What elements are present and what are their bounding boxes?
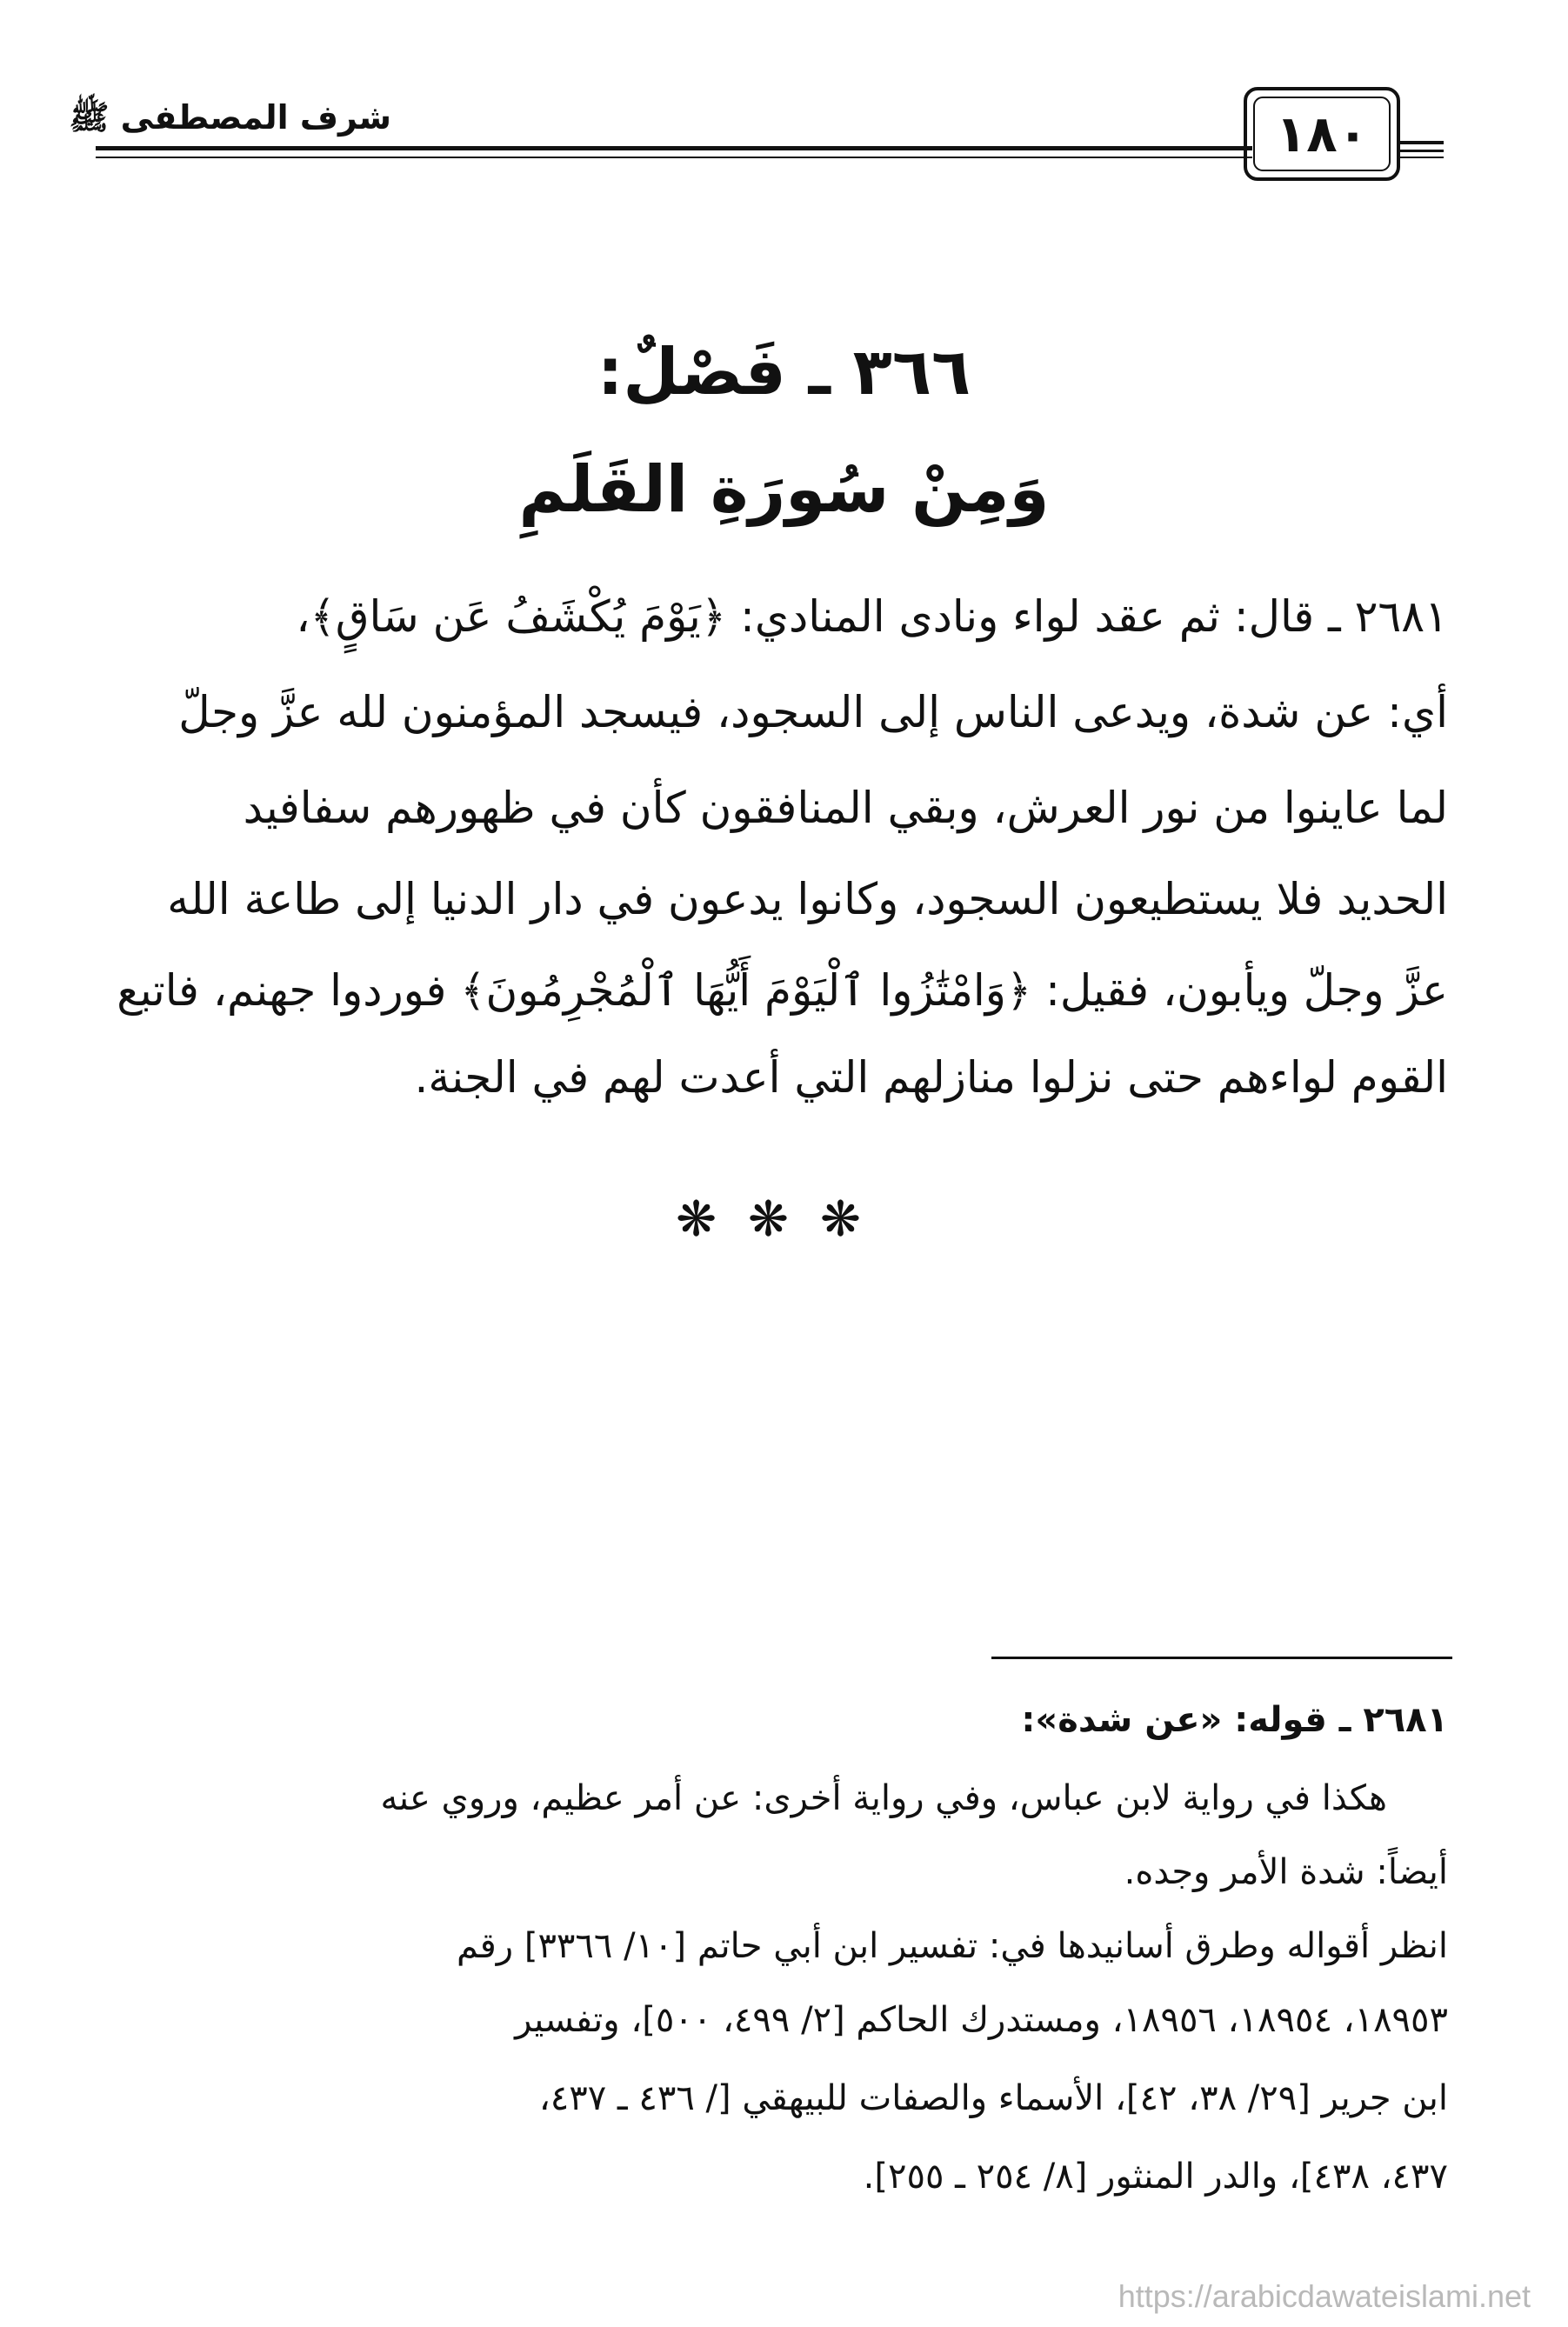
- running-head-book-title: شرف المصطفى ﷺ: [69, 98, 391, 137]
- body-line-3: لما عاينوا من نور العرش، وبقي المنافقون كأن في ظهورهم سفافيد: [243, 783, 1448, 833]
- header-ornament-line: [1400, 150, 1444, 152]
- footnote-line-2: أيضاً: شدة الأمر وجده.: [1124, 1852, 1448, 1892]
- body-line-5: عزَّ وجلّ ويأبون، فقيل: ﴿وَامْتَٰزُوا ٱلْيَوْمَ أَيُّهَا ٱلْمُجْرِمُونَ﴾ فوردوا جهنم، فاتبع: [117, 965, 1448, 1016]
- header-rule-thin: [96, 157, 1252, 158]
- footnote-line-1: هكذا في رواية لابن عباس، وفي رواية أخرى: عن أمر عظيم، وروي عنه: [380, 1778, 1387, 1818]
- watermark-url: https://arabicdawateislami.net: [1118, 2278, 1531, 2314]
- footnote-line-3: انظر أقواله وطرق أسانيدها في: تفسير ابن أبي حاتم [١٠/ ٣٣٦٦] رقم: [457, 1926, 1448, 1966]
- footnote-line-6: ٤٣٧، ٤٣٨]، والدر المنثور [٨/ ٢٥٤ ـ ٢٥٥].: [863, 2157, 1448, 2197]
- body-line-4: الحديد فلا يستطيعون السجود، وكانوا يدعون في دار الدنيا إلى طاعة الله: [167, 874, 1448, 924]
- page-number-frame: [1244, 87, 1400, 181]
- footnote-heading: ٢٦٨١ ـ قوله: «عن شدة»:: [1021, 1700, 1448, 1740]
- chapter-subheading: وَمِنْ سُورَةِ القَلَمِ: [518, 452, 1050, 527]
- section-separator: ❋❋❋: [676, 1191, 892, 1248]
- footnote-rule: [991, 1657, 1452, 1659]
- footnote-line-4: ١٨٩٥٣، ١٨٩٥٤، ١٨٩٥٦، ومستدرك الحاكم [٢/ ٤٩٩، ٥٠٠]، وتفسير: [515, 2000, 1448, 2040]
- chapter-heading: ٣٦٦ ـ فَصْلٌ:: [597, 335, 971, 410]
- header-rule-thick: [96, 146, 1252, 150]
- page-number: ١٨٠: [1275, 104, 1369, 163]
- body-line-6: القوم لواءهم حتى نزلوا منازلهم التي أعدت لهم في الجنة.: [414, 1052, 1448, 1103]
- header-ornament-line: [1400, 157, 1444, 158]
- header-ornament-line: [1400, 141, 1444, 144]
- body-line-2: أي: عن شدة، ويدعى الناس إلى السجود، فيسجد المؤمنون لله عزَّ وجلّ: [178, 687, 1448, 737]
- footnote-line-5: ابن جرير [٢٩/ ٣٨، ٤٢]، الأسماء والصفات للبيهقي [/ ٤٣٦ ـ ٤٣٧،: [538, 2078, 1448, 2118]
- body-line-1: ٢٦٨١ ـ قال: ثم عقد لواء ونادى المنادي: ﴿يَوْمَ يُكْشَفُ عَن سَاقٍ﴾،: [296, 591, 1448, 642]
